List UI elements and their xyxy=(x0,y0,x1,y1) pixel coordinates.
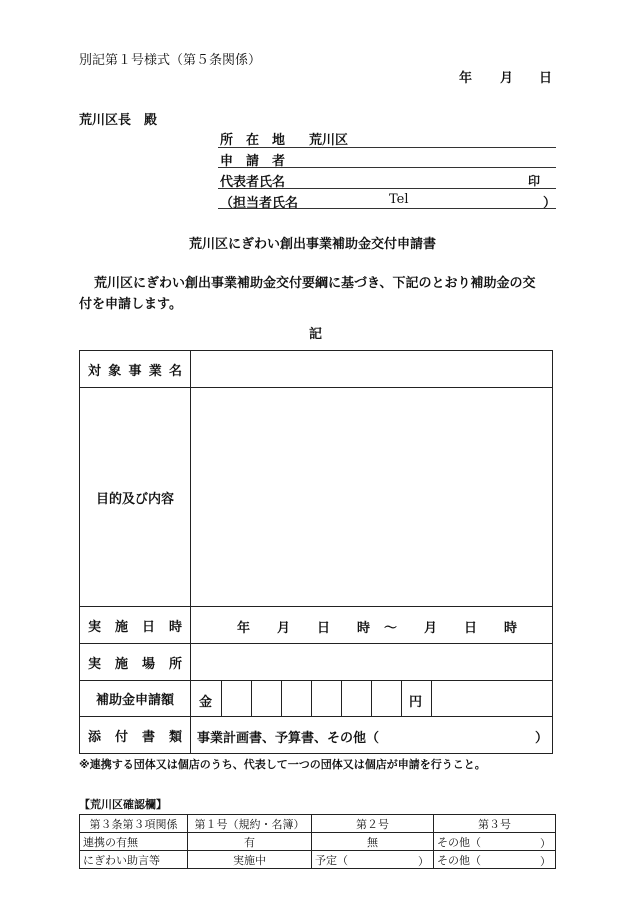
date-month: 月 xyxy=(500,71,514,86)
amount-label: 補助金申請額 xyxy=(80,681,191,717)
date-day: 日 xyxy=(539,71,553,86)
row1-c3-text: その他（ xyxy=(437,835,481,849)
form-reference: 別記第１号様式（第５条関係） xyxy=(79,53,262,68)
contact-line xyxy=(218,208,556,209)
attach-value: 事業計画書、予算書、その他（ xyxy=(197,731,380,746)
document-title: 荒川区にぎわい創出事業補助金交付申請書 xyxy=(189,237,437,252)
attach-close: ） xyxy=(535,731,549,746)
note-text: ※連携する団体又は個店のうち、代表して一つの団体又は個店が申請を行うこと。 xyxy=(79,758,486,771)
confirm-header-1: 第１号（規約・名簿） xyxy=(188,815,312,833)
contact-label: （担当者氏名 xyxy=(220,196,299,211)
amount-unit: 円 xyxy=(409,695,423,710)
confirm-table xyxy=(79,814,556,869)
row1-c2[interactable]: 無 xyxy=(312,833,434,851)
attach-label: 添 付 書 類 xyxy=(80,717,191,754)
dt-day: 日 xyxy=(317,621,331,636)
body-text-line2: 付を申請します。 xyxy=(79,297,182,312)
seal-mark: 印 xyxy=(528,174,541,188)
dt-month-end: 月 xyxy=(424,621,438,636)
dt-hour: 時 xyxy=(357,621,371,636)
row1-c1[interactable]: 有 xyxy=(188,833,312,851)
row2-c3-text: その他（ xyxy=(437,853,481,867)
place-field[interactable] xyxy=(191,644,553,681)
dt-day-end: 日 xyxy=(464,621,478,636)
tel-label: Tel xyxy=(389,192,409,207)
row2-c2-close: ） xyxy=(418,855,429,868)
row2-label: にぎわい助言等 xyxy=(80,851,188,869)
project-name-label: 対 象 事 業 名 xyxy=(80,351,191,388)
contact-close: ） xyxy=(543,196,557,211)
rep-name-label: 代表者氏名 xyxy=(220,175,286,190)
place-label: 実 施 場 所 xyxy=(80,644,191,681)
confirm-header-3: 第３号 xyxy=(434,815,556,833)
dt-tilde: ～ xyxy=(384,621,398,636)
amount-prefix: 金 xyxy=(199,695,213,710)
row1-label: 連携の有無 xyxy=(80,833,188,851)
row1-c3[interactable] xyxy=(434,833,556,851)
datetime-field[interactable] xyxy=(191,607,553,644)
row1-c3-close: ） xyxy=(540,837,551,850)
address-line xyxy=(218,147,556,148)
ki-heading: 記 xyxy=(309,327,323,342)
applicant-line xyxy=(218,167,556,168)
amount-field[interactable] xyxy=(191,681,553,717)
project-name-field[interactable] xyxy=(191,351,553,388)
body-text-line1: 荒川区にぎわい創出事業補助金交付要綱に基づき、下記のとおり補助金の交 xyxy=(94,276,536,291)
row2-c2[interactable] xyxy=(312,851,434,869)
date-year: 年 xyxy=(459,71,473,86)
dt-year: 年 xyxy=(237,621,251,636)
address-value: 荒川区 xyxy=(309,133,349,148)
purpose-label: 目的及び内容 xyxy=(80,388,191,607)
dt-month: 月 xyxy=(277,621,291,636)
confirm-heading: 【荒川区確認欄】 xyxy=(79,798,167,811)
confirm-header-0: 第３条第３項関係 xyxy=(80,815,188,833)
row2-c3-close: ） xyxy=(540,855,551,868)
datetime-label: 実 施 日 時 xyxy=(80,607,191,644)
application-table xyxy=(79,350,553,754)
addressee: 荒川区長 殿 xyxy=(79,113,158,128)
row2-c1[interactable]: 実施中 xyxy=(188,851,312,869)
address-label: 所 在 地 xyxy=(220,133,286,148)
attach-field[interactable] xyxy=(191,717,553,754)
rep-line xyxy=(218,188,556,189)
dt-hour-end: 時 xyxy=(504,621,518,636)
confirm-header-2: 第２号 xyxy=(312,815,434,833)
row2-c2-text: 予定（ xyxy=(315,853,348,867)
applicant-label: 申 請 者 xyxy=(220,154,286,169)
row2-c3[interactable] xyxy=(434,851,556,869)
purpose-field[interactable] xyxy=(191,388,553,607)
